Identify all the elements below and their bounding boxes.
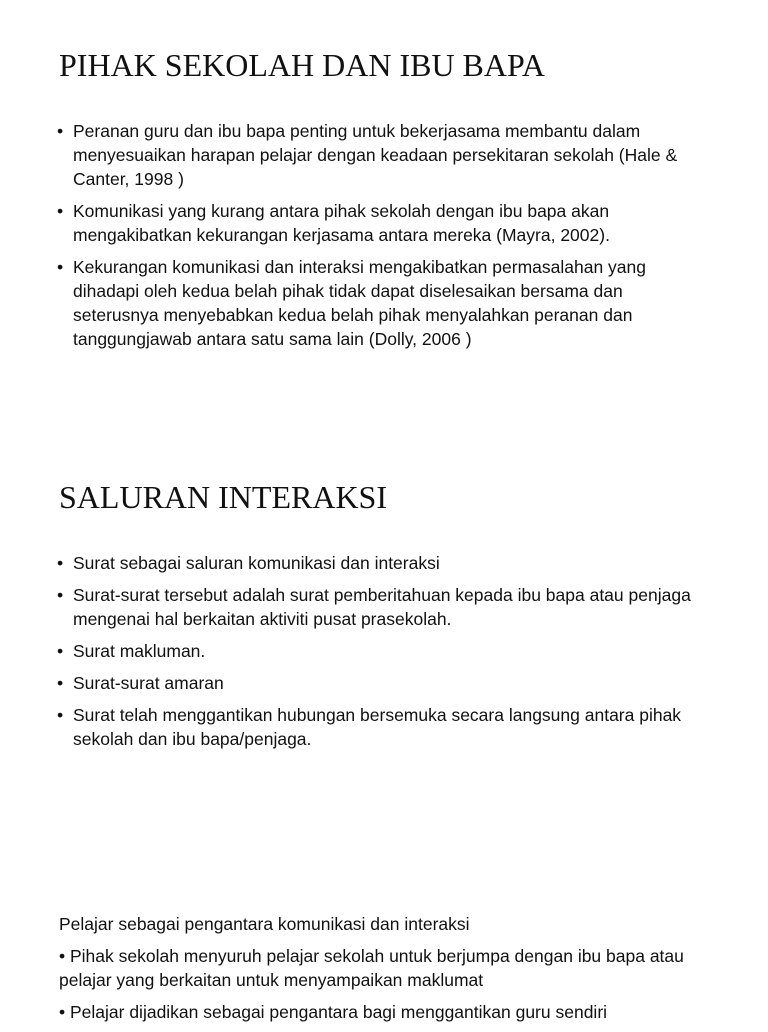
bullet-marker: • (57, 673, 64, 693)
bullet-list (57, 119, 707, 359)
bullet-marker: • (57, 585, 64, 605)
paragraph-line: • Pihak sekolah menyuruh pelajar sekolah untuk berjumpa dengan ibu bapa atau pelajar yang berkaitan untuk menyampaikan maklumat (59, 946, 684, 990)
bullet-text: Surat-surat tersebut adalah surat pemberitahuan kepada ibu bapa atau penjaga mengenai hal berkaitan aktiviti pusat prasekolah. (73, 585, 691, 629)
slide-title: SALURAN INTERAKSI (59, 479, 387, 515)
bullet-text: Kekurangan komunikasi dan interaksi mengakibatkan permasalahan yang dihadapi oleh kedua belah pihak tidak dapat diselesaikan bersama dan seterusnya menyebabkan kedua belah pihak menyalahkan peranan dan tanggungjawab antara satu sama lain (Dolly, 2006 ) (73, 257, 646, 349)
paragraph-line: • Pelajar dijadikan sebagai pengantara bagi menggantikan guru sendiri (59, 1002, 608, 1022)
bullet-text: Peranan guru dan ibu bapa penting untuk bekerjasama membantu dalam menyesuaikan harapan pelajar dengan keadaan persekitaran sekolah (Hale & Canter, 1998 ) (73, 121, 678, 189)
bullet-item (57, 255, 707, 351)
bullet-text: Surat sebagai saluran komunikasi dan interaksi (73, 553, 440, 573)
bullet-marker: • (57, 121, 64, 141)
bullet-marker: • (57, 553, 64, 573)
bullet-item (57, 551, 707, 575)
bullet-marker: • (57, 705, 64, 725)
bullet-text: Surat telah menggantikan hubungan bersemuka secara langsung antara pihak sekolah dan ibu bapa/penjaga. (73, 705, 682, 749)
bullet-item (57, 703, 707, 751)
plain-text-block (59, 912, 719, 1032)
section-heading: Pelajar sebagai pengantara komunikasi dan interaksi (59, 914, 470, 934)
bullet-list (57, 551, 707, 759)
bullet-marker: • (57, 641, 64, 661)
bullet-item (57, 639, 707, 663)
bullet-text: Surat makluman. (73, 641, 206, 661)
bullet-item (57, 199, 707, 247)
bullet-marker: • (57, 257, 64, 277)
bullet-text: Surat-surat amaran (73, 673, 224, 693)
bullet-marker: • (57, 201, 64, 221)
bullet-item (57, 583, 707, 631)
bullet-item (57, 671, 707, 695)
slide-title: PIHAK SEKOLAH DAN IBU BAPA (59, 47, 545, 83)
bullet-text: Komunikasi yang kurang antara pihak sekolah dengan ibu bapa akan mengakibatkan kekurangan kerjasama antara mereka (Mayra, 2002). (73, 201, 610, 245)
bullet-item (57, 119, 707, 191)
